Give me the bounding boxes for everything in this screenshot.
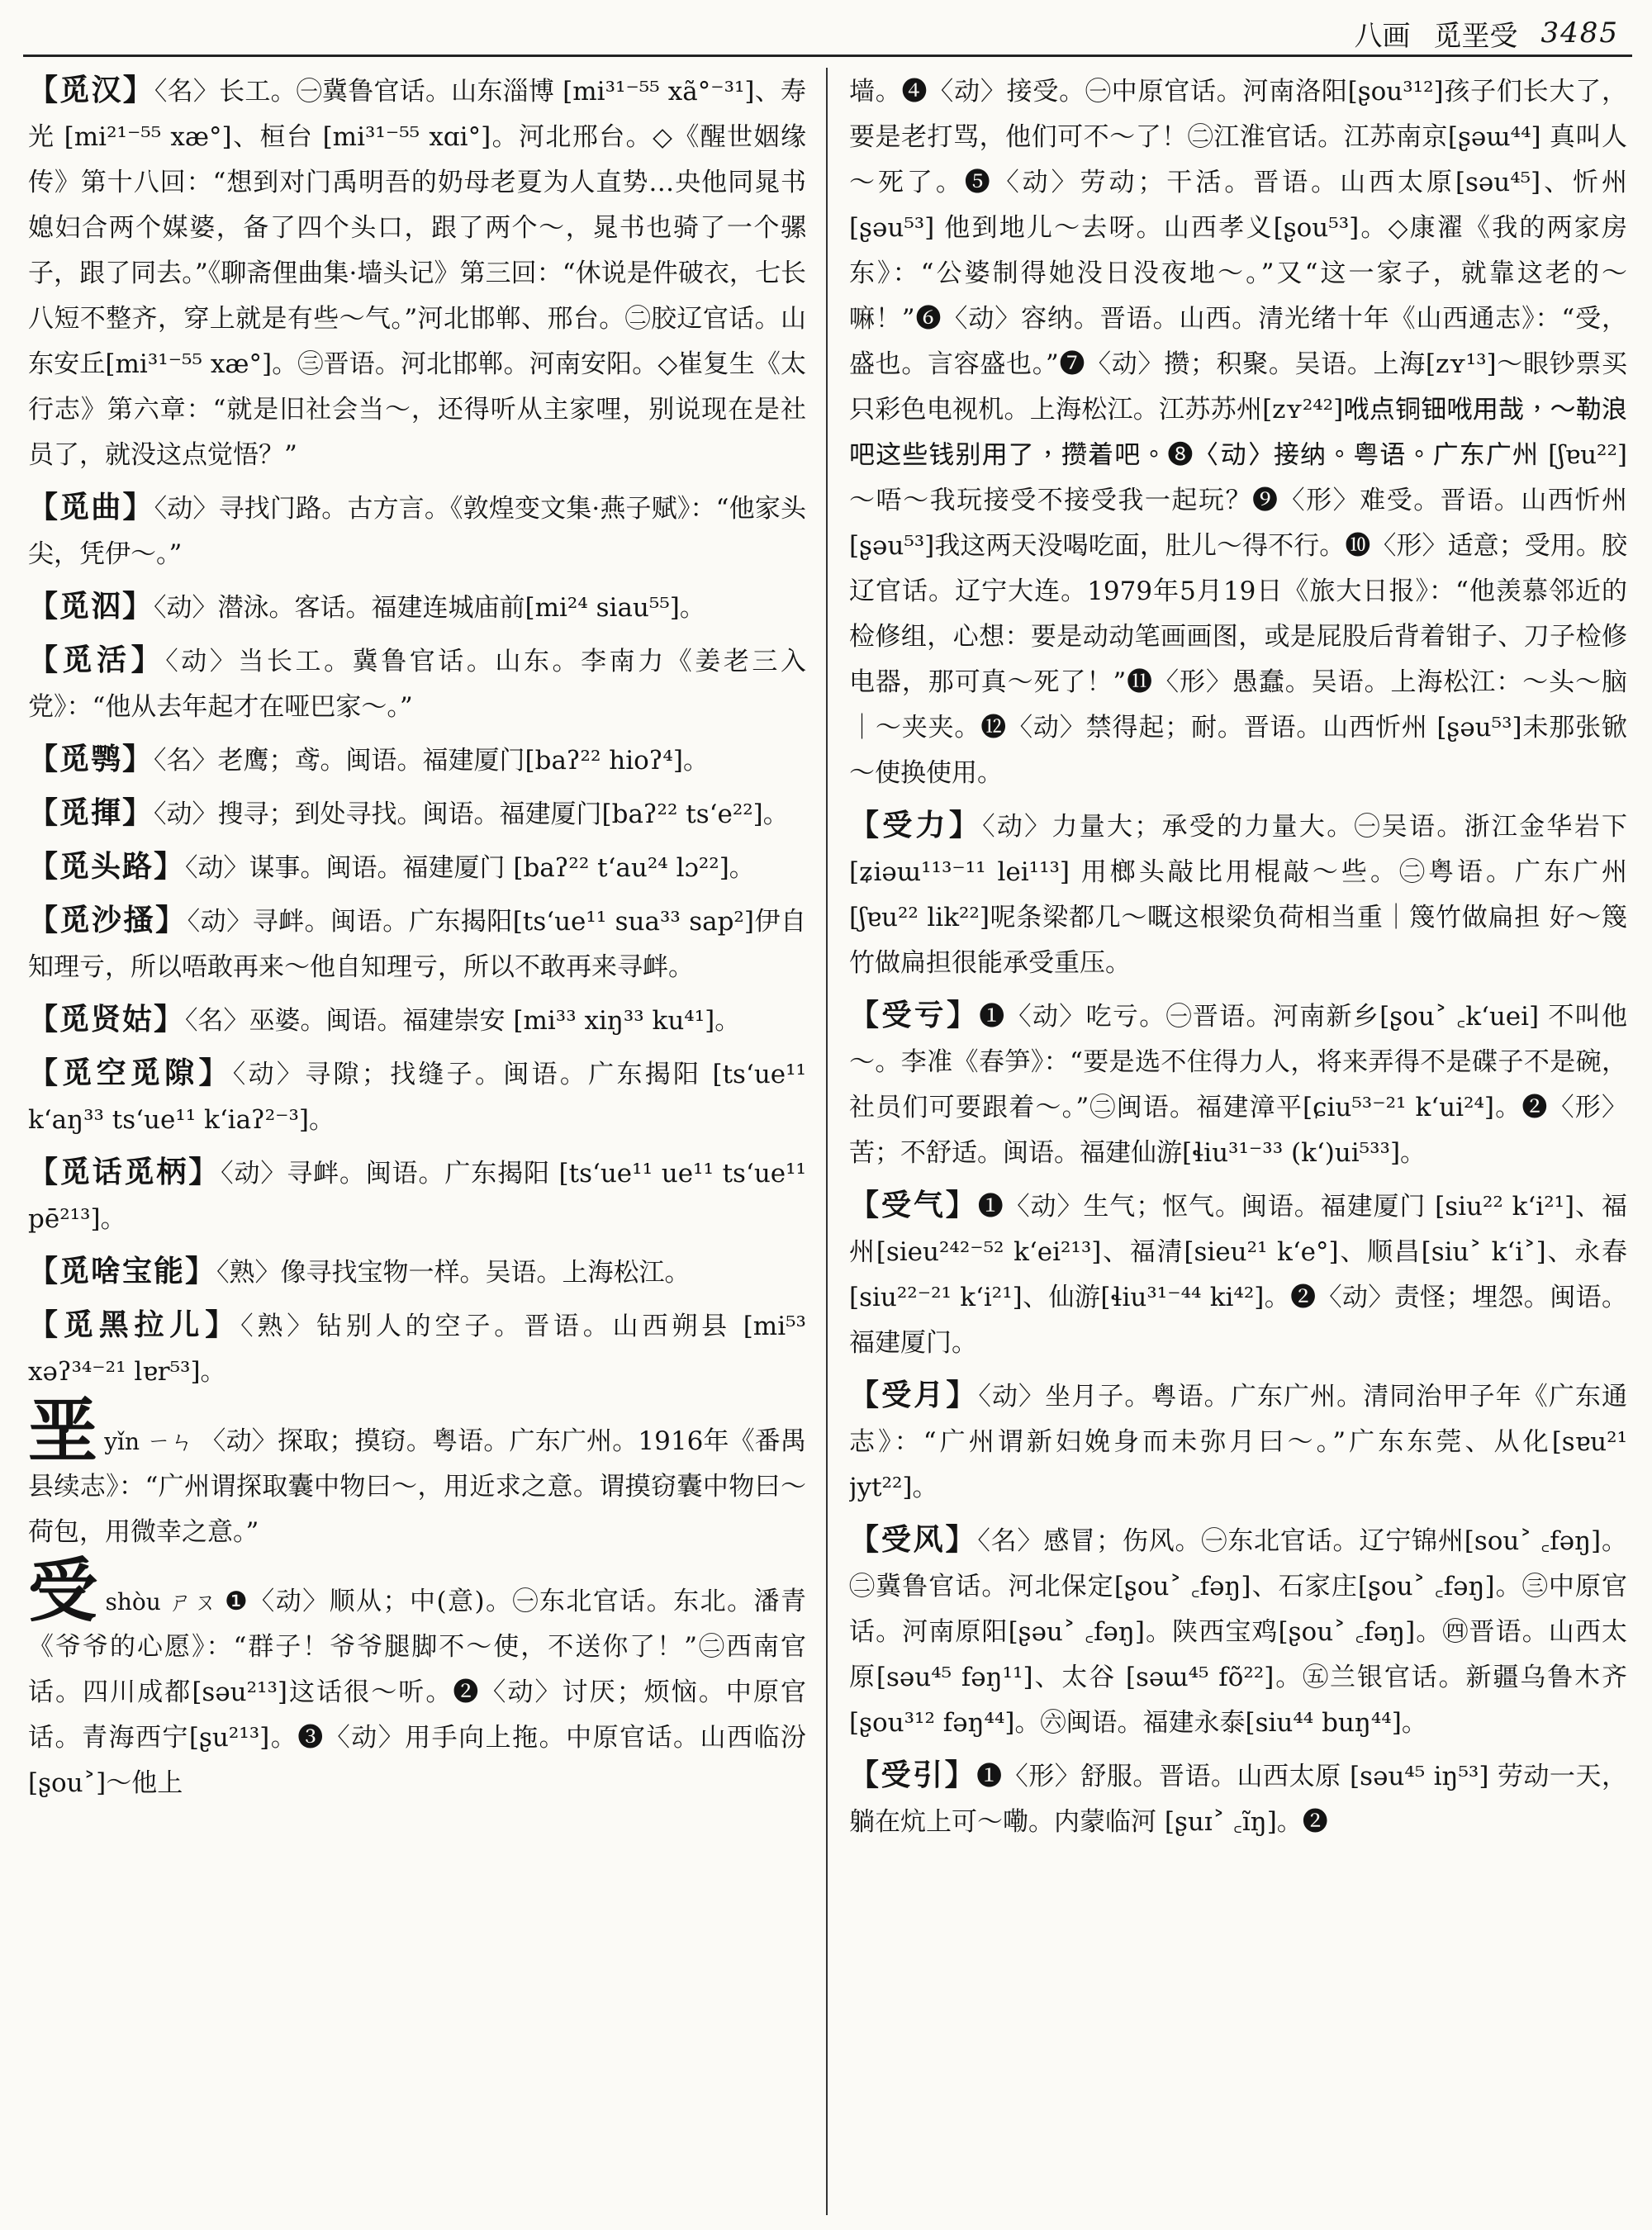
entry-headword: 【觅揮】	[28, 795, 154, 830]
column-divider	[826, 68, 828, 2215]
entry-definition: 〈名〉巫婆。闽语。福建崇安 [mi³³ xiŋ³³ ku⁴¹]。	[185, 1006, 741, 1036]
dictionary-entry	[28, 898, 806, 990]
dictionary-entry	[28, 1249, 806, 1296]
running-header	[1222, 15, 1619, 51]
entry-headword: 【受引】	[849, 1758, 977, 1792]
entry-headword: 【觅泅】	[28, 589, 154, 624]
entry-headword: 【受月】	[849, 1378, 979, 1412]
dictionary-entry	[28, 1302, 806, 1395]
dictionary-entry-continued	[849, 68, 1627, 796]
dictionary-entry	[849, 1517, 1627, 1746]
entry-headword: 【受气】	[849, 1188, 978, 1222]
entry-definition: 〈动〉坐月子。粤语。广东广州。清同治甲子年《广东通志》：“广州谓新妇娩身而未弥月曰～。”广东东莞、从化[sɐu²¹ jyt²²]。	[849, 1382, 1627, 1502]
entry-headword: 【觅沙搔】	[28, 903, 188, 937]
character-headword: 受	[28, 1549, 99, 1631]
entry-headword: 【觅啥宝能】	[28, 1254, 217, 1288]
dictionary-entry	[28, 584, 806, 631]
entry-headword: 【觅汉】	[28, 73, 154, 107]
character-pinyin: yǐn ㄧㄣ	[104, 1428, 194, 1455]
entry-headword: 【觅曲】	[28, 490, 154, 524]
dictionary-entry	[849, 993, 1627, 1176]
header-rule	[23, 55, 1632, 57]
entry-definition: 〈名〉感冒；伤风。㊀东北官话。辽宁锦州[sou˃ ꜀fəŋ]。㊁冀鲁官话。河北保定[ʂou˃ ꜀fəŋ]、石家庄[ʂou˃ ꜀fəŋ]。㊂中原官话。河南原阳[ʂəu˃ ꜀fəŋ]。陕西宝鸡[ʂou˃ ꜀fəŋ]。㊃晋语。山西太原[səu⁴⁵ fəŋ¹¹]、太谷 [səɯ⁴⁵ fõ²²]。㊄兰银官话。新疆乌鲁木齐[ʂou³¹² fəŋ⁴⁴]。㊅闽语。福建永泰[siu⁴⁴ buŋ⁴⁴]。	[849, 1526, 1627, 1738]
dictionary-entry	[28, 638, 806, 730]
entry-definition: 〈动〉搜寻；到处寻找。闽语。福建厦门[baʔ²² tsʻe²²]。	[154, 799, 789, 829]
dictionary-entry	[849, 1753, 1627, 1845]
dictionary-entry	[28, 485, 806, 577]
dictionary-entry	[28, 790, 806, 837]
entry-definition: 〈动〉当长工。冀鲁官话。山东。李南力《姜老三入党》：“他从去年起才在哑巴家～。”	[28, 647, 806, 722]
dictionary-entry	[28, 1051, 806, 1143]
entry-definition: ❶〈动〉生气；怄气。闽语。福建厦门 [siu²² kʻi²¹]、福州[sieu²⁴²⁻⁵² kʻei²¹³]、福清[sieu²¹ kʻe°]、顺昌[siu˃ kʻi˃]、永春[siu²²⁻²¹ kʻi²¹]、仙游[ɬiu³¹⁻⁴⁴ ki⁴²]。❷〈动〉责怪；埋怨。闽语。福建厦门。	[849, 1192, 1627, 1358]
character-definition: 〈动〉探取；摸窃。粤语。广东广州。1916年《番禺县续志》：“广州谓探取囊中物曰～，用近求之意。谓摸窃囊中物曰～荷包，用微幸之意。”	[28, 1426, 806, 1547]
dictionary-entry	[28, 844, 806, 891]
dictionary-entry	[28, 737, 806, 784]
entry-headword: 【受力】	[849, 808, 983, 842]
dictionary-entry	[28, 68, 806, 478]
dictionary-entry	[849, 1373, 1627, 1511]
entry-definition: 〈动〉寻衅。闽语。广东揭阳 [tsʻue¹¹ ue¹¹ tsʻue¹¹ pē²¹³]。	[28, 1159, 806, 1234]
dictionary-entry	[849, 1183, 1627, 1366]
entry-definition: ❶〈动〉吃亏。㊀晋语。河南新乡[ʂou˃ ꜀kʻuei] 不叫他～。李准《春笋》：“要是选不住得力人，将来弄得不是碟子不是碗，社员们可要跟着～。”㊁闽语。福建漳平[ɕiu⁵³⁻²¹ kʻui²⁴]。❷〈形〉苦；不舒适。闽语。福建仙游[ɬiu³¹⁻³³ (kʻ)ui⁵³³]。	[849, 1002, 1627, 1168]
entry-definition: 〈动〉寻衅。闽语。广东揭阳[tsʻue¹¹ sua³³ sap²]伊自知理亏，所以唔敢再来～他自知理亏，所以不敢再来寻衅。	[28, 907, 806, 982]
page-number: 3485	[1540, 17, 1619, 50]
entry-headword: 【受风】	[849, 1522, 978, 1557]
entry-definition: 〈名〉长工。㊀冀鲁官话。山东淄博 [mi³¹⁻⁵⁵ xã°⁻³¹]、寿光 [mi²¹⁻⁵⁵ xæ°]、桓台 [mi³¹⁻⁵⁵ xɑi°]。河北邢台。◇《醒世姻缘传》第十八回：“想到对门禹明吾的奶母老夏为人直势…央他同晁书媳妇合两个媒婆，备了四个头口，跟了两个～，晁书也骑了一个骡子，跟了同去。”《聊斋俚曲集·墙头记》第三回：“休说是件破衣，七长八短不整齐，穿上就是有些～气。”河北邯郸、邢台。㊁胶辽官话。山东安丘[mi³¹⁻⁵⁵ xæ°]。㊂晋语。河北邯郸。河南安阳。◇崔复生《太行志》第六章：“就是旧社会当～，还得听从主家哩，别说现在是社员了，就没这点觉悟？”	[28, 77, 806, 470]
entry-headword: 【受亏】	[849, 998, 980, 1032]
character-pinyin: shòu ㄕㄡ	[105, 1588, 219, 1616]
character-entry	[28, 1549, 806, 1806]
entry-definition: 〈动〉寻隙；找缝子。闽语。广东揭阳 [tsʻue¹¹ kʻaŋ³³ tsʻue¹¹ kʻiaʔ²⁻³]。	[28, 1060, 806, 1135]
character-entry	[28, 1389, 806, 1555]
entry-headword: 【觅贤姑】	[28, 1002, 186, 1037]
character-definition: ❶〈动〉顺从；中(意)。㊀东北官话。东北。潘青《爷爷的心愿》：“群子！爷爷腿脚不～使，不送你了！”㊁西南官话。四川成都[səu²¹³]这话很～听。❷〈动〉讨厌；烦恼。中原官话。青海西宁[ʂu²¹³]。❸〈动〉用手向上拖。中原官话。山西临汾[ʂou˃]～他上	[28, 1587, 806, 1798]
entry-definition: 〈熟〉像寻找宝物一样。吴语。上海松江。	[216, 1258, 691, 1288]
entry-definition: ❶〈形〉舒服。晋语。山西太原 [səu⁴⁵ iŋ⁵³] 劳动一天，躺在炕上可～嘞。内蒙临河 [ʂuɪ˃ ꜀ĩŋ]。❷	[849, 1762, 1627, 1837]
entry-definition: 〈熟〉钻别人的空子。晋语。山西朔县 [mi⁵³ xəʔ³⁴⁻²¹ lɐr⁵³]。	[28, 1312, 806, 1387]
right-column	[849, 68, 1627, 2215]
entry-headword: 【觅黑拉儿】	[28, 1307, 241, 1342]
entry-definition: 墙。❹〈动〉接受。㊀中原官话。河南洛阳[ʂou³¹²]孩子们长大了，要是老打骂，他们可不～了！㊁江淮官话。江苏南京[ʂəɯ⁴⁴] 真叫人～死了。❺〈动〉劳动；干活。晋语。山西太原[səu⁴⁵]、忻州[ʂəu⁵³] 他到地儿～去呀。山西孝义[ʂou⁵³]。◇康濯《我的两家房东》：“公婆制得她没日没夜地～。”又“这一家子，就靠这老的～嘛！”❻〈动〉容纳。晋语。山西。清光绪十年《山西通志》：“受，盛也。言容盛也。”❼〈动〉攒；积聚。吴语。上海[zʏ¹³]～眼钞票买只彩色电视机。上海松江。江苏苏州[zʏ²⁴²]𠲎点铜钿𠲎用哉，～勒浪吧这些钱别用了，攒着吧。❽〈动〉接纳。粤语。广东广州 [ʃɐu²²]～唔～我玩接受不接受我一起玩？❾〈形〉难受。晋语。山西忻州[ʂəu⁵³]我这两天没喝吃面，肚儿～得不行。❿〈形〉适意；受用。胶辽官话。辽宁大连。1979年5月19日《旅大日报》：“他羡慕邻近的检修组，心想：要是动动笔画画图，或是屁股后背着钳子、刀子检修电器，那可真～死了！”⓫〈形〉愚蠢。吴语。上海松江：～头～脑｜～夹夹。⓬〈动〉禁得起；耐。晋语。山西忻州 [ʂəu⁵³]未那张锨～使换使用。	[849, 77, 1627, 788]
left-column	[28, 68, 806, 2215]
character-headword: 垩	[28, 1389, 98, 1471]
entry-headword: 【觅话觅柄】	[28, 1155, 221, 1189]
dictionary-entry	[28, 997, 806, 1044]
dictionary-entry	[849, 803, 1627, 986]
entry-headword: 【觅活】	[28, 643, 166, 677]
entry-headword: 【觅空觅隙】	[28, 1056, 233, 1090]
entry-definition: 〈动〉谋事。闽语。福建厦门 [baʔ²² tʻau²⁴ lɔ²²]。	[185, 853, 755, 883]
header-chars: 觅垩受	[1433, 19, 1518, 53]
entry-definition: 〈动〉寻找门路。古方言。《敦煌变文集·燕子赋》：“他家头尖，凭伊～。”	[28, 494, 806, 569]
entry-definition: 〈名〉老鹰；鸢。闽语。福建厦门[baʔ²² hioʔ⁴]。	[154, 746, 709, 776]
entry-headword: 【觅鹗】	[28, 742, 154, 776]
entry-definition: 〈动〉潜泳。客话。福建连城庙前[mi²⁴ siau⁵⁵]。	[154, 593, 705, 623]
header-section: 八画	[1354, 19, 1411, 53]
entry-headword: 【觅头路】	[28, 849, 186, 884]
dictionary-entry	[28, 1150, 806, 1242]
entry-definition: 〈动〉力量大；承受的力量大。㊀吴语。浙江金华岩下 [ʑiəɯ¹¹³⁻¹¹ lei¹¹³] 用榔头敲比用棍敲～些。㊁粤语。广东广州[ʃɐu²² lik²²]呢条梁都几～嘅这根梁负荷相当重｜篾竹做扁担 好～篾竹做扁担很能承受重压。	[849, 812, 1627, 978]
